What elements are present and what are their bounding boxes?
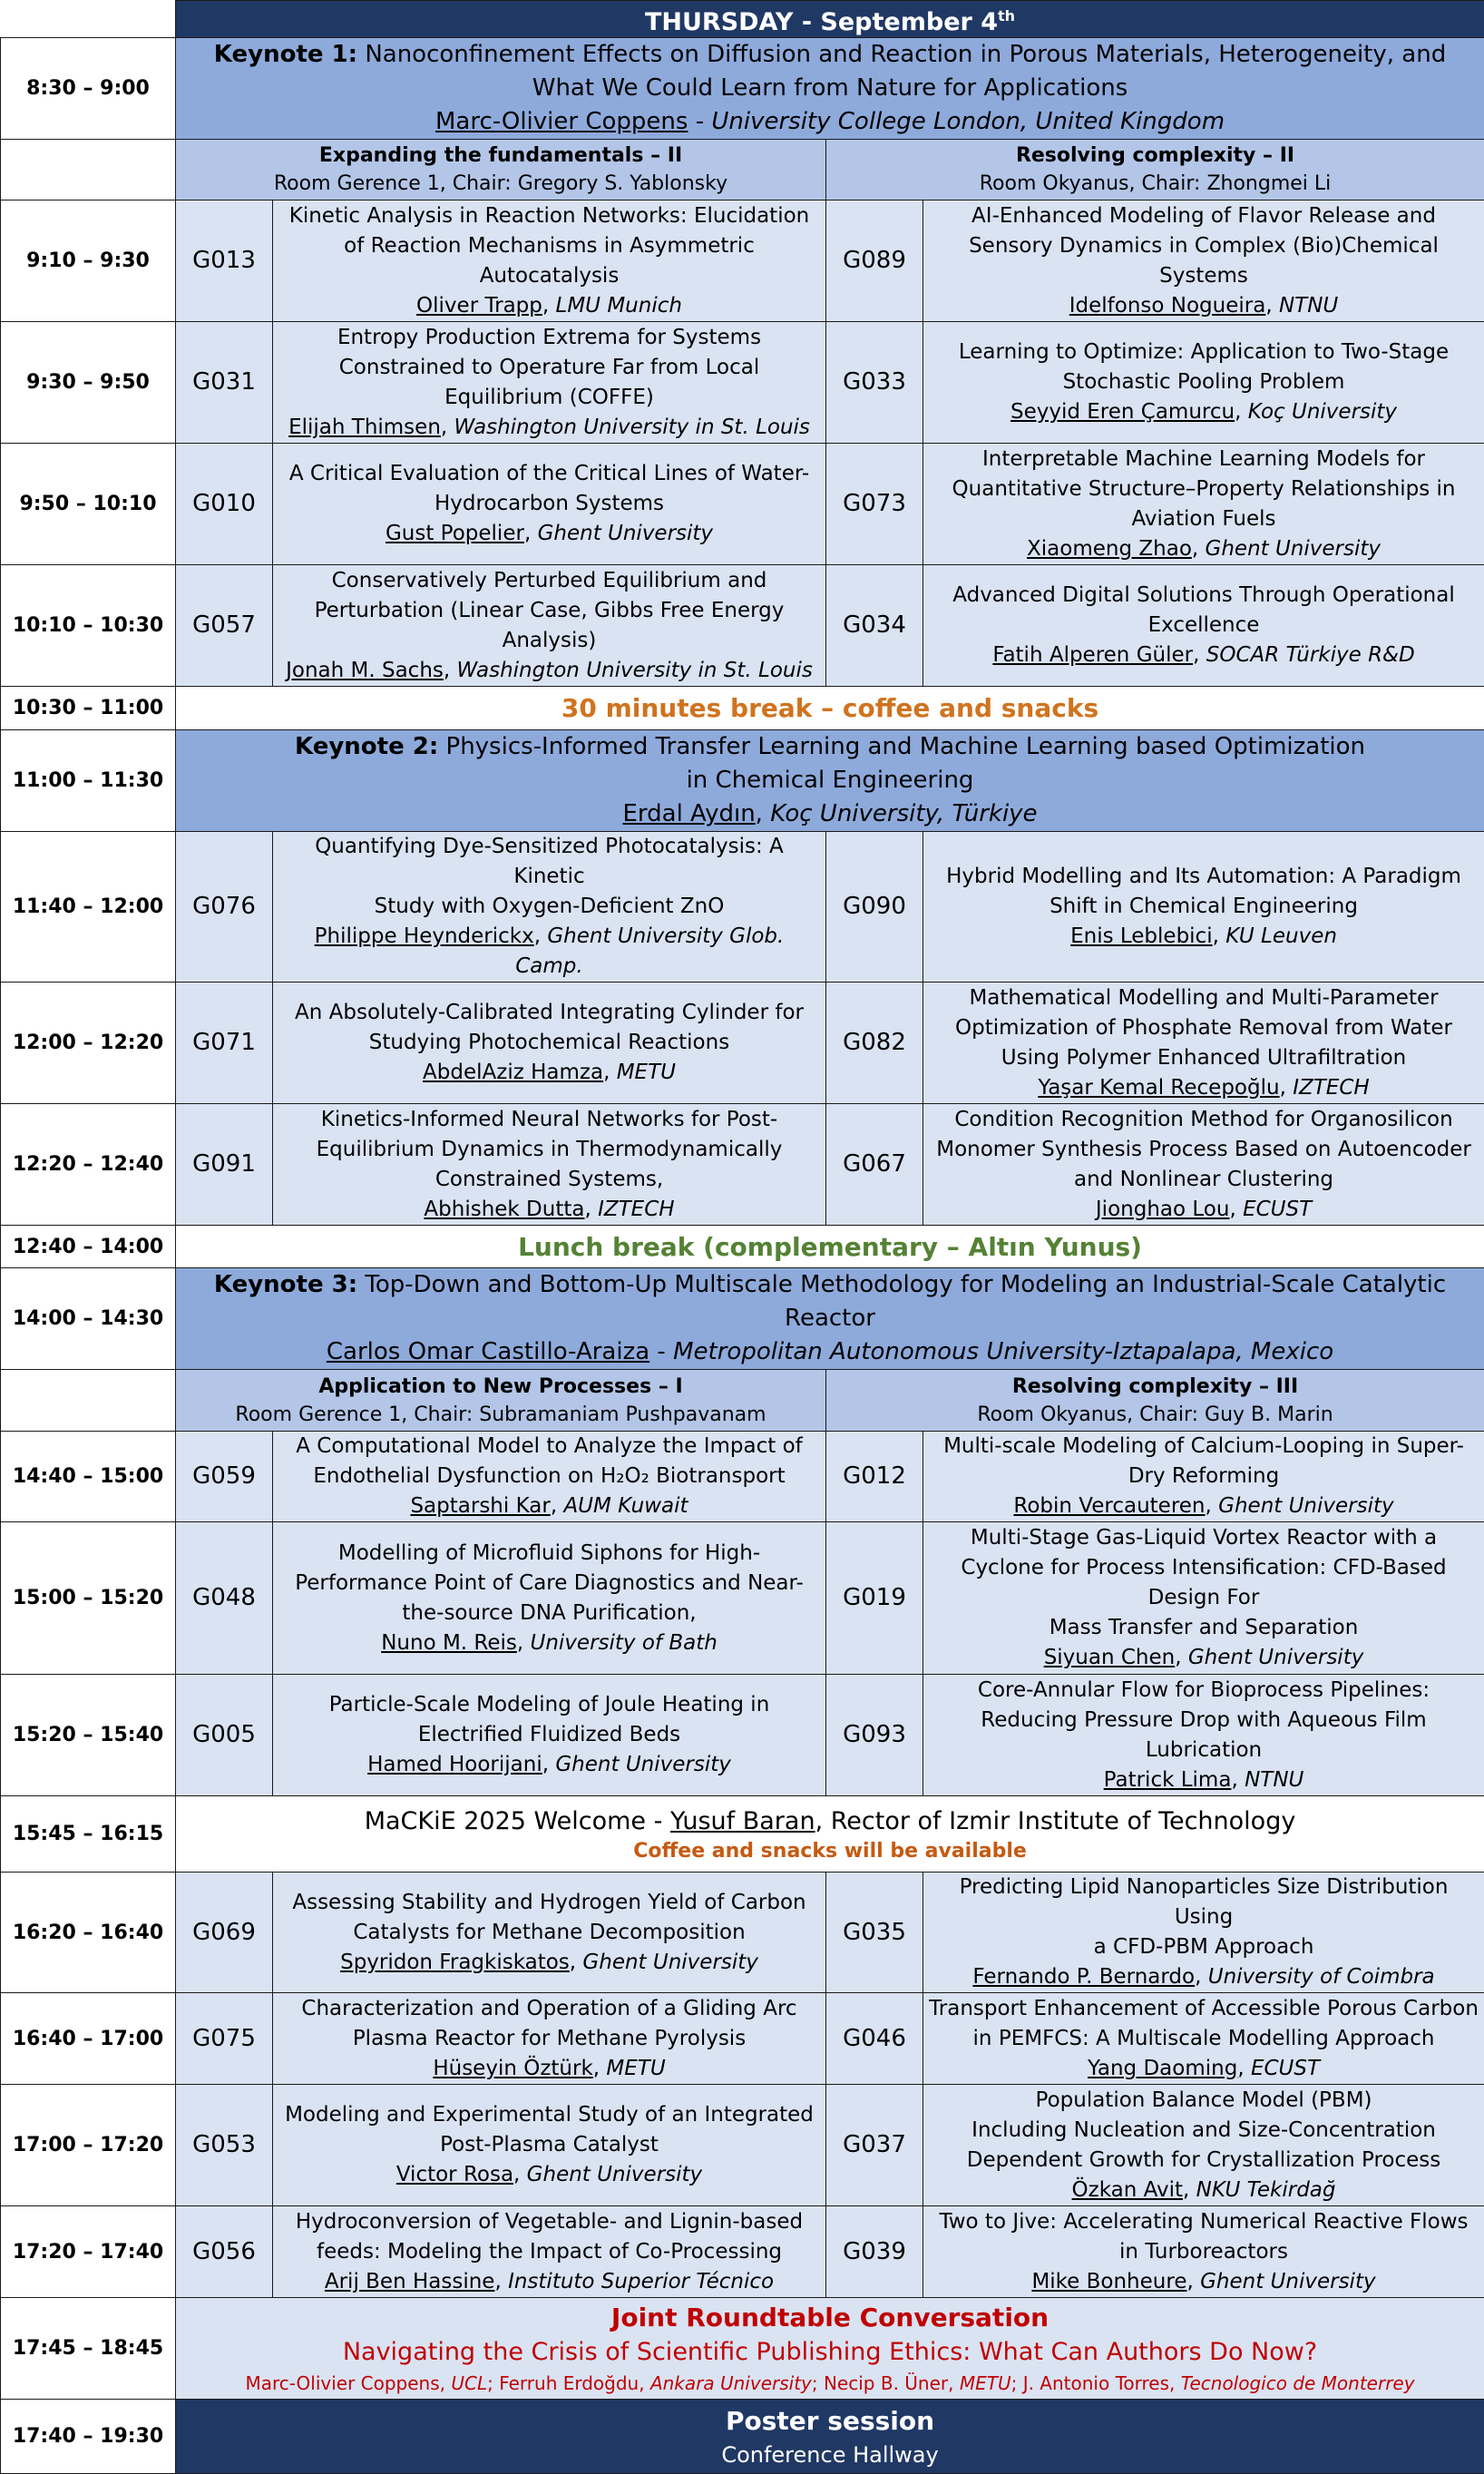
talk-affiliation: IZTECH xyxy=(1293,1076,1369,1100)
talk-speaker: Xiaomeng Zhao xyxy=(1027,537,1192,561)
talk-speaker: Enis Leblebici xyxy=(1070,924,1213,948)
session-header-right: Resolving complexity – II Room Okyanus, Chair: Zhongmei Li xyxy=(826,140,1484,200)
talk-code: G037 xyxy=(826,2085,923,2206)
time-cell: 9:50 – 10:10 xyxy=(1,444,176,565)
talk-title-line: Study with Oxygen-Deficient ZnO xyxy=(278,892,820,922)
talk-code: G031 xyxy=(176,322,273,444)
talk-speaker: Philippe Heynderickx xyxy=(315,924,534,948)
talk-title-line: Lubrication xyxy=(929,1736,1479,1765)
session-1-header-row xyxy=(1,140,1484,200)
talk-title-line: Dry Reforming xyxy=(929,1462,1479,1491)
poster-session: Poster session Conference Hallway xyxy=(176,2400,1484,2474)
talk-code: G033 xyxy=(826,322,923,444)
talk-title-line: of Reaction Mechanisms in Asymmetric xyxy=(278,231,820,261)
talk-right: Multi-scale Modeling of Calcium-Looping in Super- Dry Reforming Robin Vercauteren, Ghent University xyxy=(923,1432,1484,1522)
talk-row xyxy=(1,565,1484,687)
talk-right: Interpretable Machine Learning Models for Quantitative Structure–Property Relationships in Aviation Fuels Xiaomeng Zhao, Ghent University xyxy=(923,444,1484,565)
poster-row: 17:40 – 19:30 Poster session Conference Hallway xyxy=(1,2400,1484,2474)
talk-code: G090 xyxy=(826,832,923,983)
talk-code: G005 xyxy=(176,1675,273,1796)
talk-title-line: Advanced Digital Solutions Through Operational xyxy=(929,581,1479,611)
talk-affiliation: AUM Kuwait xyxy=(563,1494,688,1518)
talk-speaker: Seyyid Eren Çamurcu xyxy=(1010,400,1235,424)
talk-title-line: in Turboreactors xyxy=(929,2237,1479,2267)
time-cell: 12:20 – 12:40 xyxy=(1,1104,176,1226)
talk-left: Modeling and Experimental Study of an Integrated Post-Plasma Catalyst Victor Rosa, Ghent University xyxy=(273,2085,826,2206)
talk-title-line: Hybrid Modelling and Its Automation: A Paradigm xyxy=(929,862,1479,892)
talk-code: G013 xyxy=(176,200,273,322)
talk-right: Core-Annular Flow for Bioprocess Pipelines: Reducing Pressure Drop with Aqueous Film Lubrication Patrick Lima, NTNU xyxy=(923,1675,1484,1796)
talk-affiliation: University of Bath xyxy=(531,1631,718,1655)
talk-title-line: Population Balance Model (PBM) xyxy=(929,2086,1479,2116)
talk-speaker: Hamed Hoorijani xyxy=(367,1753,542,1776)
talk-title-line: Performance Point of Care Diagnostics and Near- xyxy=(278,1569,820,1599)
time-cell: 11:40 – 12:00 xyxy=(1,832,176,983)
talk-row xyxy=(1,1104,1484,1226)
talk-title-line: Optimization of Phosphate Removal from Water xyxy=(929,1013,1479,1043)
keynote-1: Keynote 1: Nanoconfinement Effects on Diffusion and Reaction in Porous Materials, Heterogeneity, and What We Could Learn from Nature for Applications Marc-Olivier Coppens - University College London, United Kingdom xyxy=(176,38,1484,140)
talk-left: Characterization and Operation of a Gliding Arc Plasma Reactor for Methane Pyrolysis Hüseyin Öztürk, METU xyxy=(273,1993,826,2085)
talk-right: Mathematical Modelling and Multi-Parameter Optimization of Phosphate Removal from Water Using Polymer Enhanced Ultrafiltration Yaşar Kemal Recepoğlu, IZTECH xyxy=(923,983,1484,1104)
talk-speaker: Abhishek Dutta xyxy=(424,1198,584,1221)
talk-right: Condition Recognition Method for Organosilicon Monomer Synthesis Process Based on Autoencoder and Nonlinear Clustering Jionghao Lou, ECUST xyxy=(923,1104,1484,1226)
lunch-row: 12:40 – 14:00 Lunch break (complementary – Altın Yunus) xyxy=(1,1226,1484,1268)
time-cell: 10:10 – 10:30 xyxy=(1,565,176,687)
talk-row xyxy=(1,200,1484,322)
talk-title-line: Kinetic Analysis in Reaction Networks: Elucidation xyxy=(278,201,820,231)
talk-affiliation: Instituto Superior Técnico xyxy=(508,2270,774,2293)
talk-code: G010 xyxy=(176,444,273,565)
talk-speaker: Siyuan Chen xyxy=(1044,1646,1176,1669)
welcome-row: 15:45 – 16:15 MaCKiE 2025 Welcome - Yusuf Baran, Rector of Izmir Institute of Technology Coffee and snacks will be available xyxy=(1,1796,1484,1873)
talk-left: Conservatively Perturbed Equilibrium and Perturbation (Linear Case, Gibbs Free Energy Analysis) Jonah M. Sachs, Washington University in St. Louis xyxy=(273,565,826,687)
talk-title-line: An Absolutely-Calibrated Integrating Cylinder for xyxy=(278,998,820,1028)
talk-title-line: Multi-Stage Gas-Liquid Vortex Reactor with a xyxy=(929,1523,1479,1553)
talk-title-line: Plasma Reactor for Methane Pyrolysis xyxy=(278,2024,820,2054)
talk-speaker: Elijah Thimsen xyxy=(288,416,441,439)
talk-left: A Critical Evaluation of the Critical Lines of Water- Hydrocarbon Systems Gust Popelier, Ghent University xyxy=(273,444,826,565)
talk-speaker: Patrick Lima xyxy=(1104,1768,1232,1792)
time-cell: 17:00 – 17:20 xyxy=(1,2085,176,2206)
talk-code: G053 xyxy=(176,2085,273,2206)
session-header-left: Application to New Processes – I Room Gerence 1, Chair: Subramaniam Pushpavanam xyxy=(176,1370,826,1432)
time-cell: 16:40 – 17:00 xyxy=(1,1993,176,2085)
talk-row xyxy=(1,2085,1484,2206)
talk-title-line: Equilibrium (COFFE) xyxy=(278,383,820,413)
talk-title-line: Cyclone for Process Intensification: CFD-Based xyxy=(929,1553,1479,1583)
talk-title-line: Stochastic Pooling Problem xyxy=(929,367,1479,397)
talk-title-line: Excellence xyxy=(929,611,1479,641)
talk-affiliation: NTNU xyxy=(1245,1768,1303,1792)
talk-title-line: Two to Jive: Accelerating Numerical Reactive Flows xyxy=(929,2207,1479,2237)
talk-affiliation: Ghent University xyxy=(555,1753,730,1776)
talk-affiliation: Ghent University xyxy=(1206,537,1381,561)
talk-affiliation: Ghent University xyxy=(538,522,713,545)
talk-title-line: Mathematical Modelling and Multi-Parameter xyxy=(929,983,1479,1013)
talk-speaker: Jionghao Lou xyxy=(1096,1198,1230,1221)
talk-left: Modelling of Microfluid Siphons for High- Performance Point of Care Diagnostics and Near- the-source DNA Purification, Nuno M. Reis, University of Bath xyxy=(273,1522,826,1675)
talk-affiliation: Washington University in St. Louis xyxy=(454,416,810,439)
talk-row xyxy=(1,832,1484,983)
time-cell: 12:00 – 12:20 xyxy=(1,983,176,1104)
talk-title-line: Interpretable Machine Learning Models for xyxy=(929,445,1479,474)
talk-title-line: in PEMFCS: A Multiscale Modelling Approach xyxy=(929,2024,1479,2054)
time-cell: 15:20 – 15:40 xyxy=(1,1675,176,1796)
talk-left: An Absolutely-Calibrated Integrating Cylinder for Studying Photochemical Reactions AbdelAziz Hamza, METU xyxy=(273,983,826,1104)
talk-title-line: Dependent Growth for Crystallization Process xyxy=(929,2146,1479,2176)
time-cell: 14:40 – 15:00 xyxy=(1,1432,176,1522)
roundtable-row: 17:45 – 18:45 Joint Roundtable Conversation Navigating the Crisis of Scientific Publishing Ethics: What Can Authors Do Now? Marc-Olivier Coppens, UCL; Ferruh Erdoğdu, Ankara University; Necip B. Üner, METU; J. Antonio Torres, Tecnologico de Monterrey xyxy=(1,2298,1484,2400)
talk-row xyxy=(1,1873,1484,1993)
talk-affiliation: Ghent University xyxy=(582,1951,757,1974)
talk-left: Kinetic Analysis in Reaction Networks: Elucidation of Reaction Mechanisms in Asymmetric Autocatalysis Oliver Trapp, LMU Munich xyxy=(273,200,826,322)
talk-title-line: Post-Plasma Catalyst xyxy=(278,2130,820,2160)
time-cell: 8:30 – 9:00 xyxy=(1,38,176,140)
talk-code: G073 xyxy=(826,444,923,565)
day-header-row xyxy=(1,1,1484,38)
talk-title-line: Design For xyxy=(929,1583,1479,1613)
talk-title-line: Kinetics-Informed Neural Networks for Post- xyxy=(278,1105,820,1135)
talk-title-line: AI-Enhanced Modeling of Flavor Release and xyxy=(929,201,1479,231)
talk-row xyxy=(1,1432,1484,1522)
talk-code: G075 xyxy=(176,1993,273,2085)
talk-affiliation: ECUST xyxy=(1251,2057,1320,2080)
talk-title-line: Predicting Lipid Nanoparticles Size Distribution Using xyxy=(929,1873,1479,1932)
talk-title-line: Hydroconversion of Vegetable- and Lignin-based xyxy=(278,2207,820,2237)
talk-right: Population Balance Model (PBM) Including Nucleation and Size-Concentration Dependent Growth for Crystallization Process Özkan Avit, NKU Tekirdağ xyxy=(923,2085,1484,2206)
talk-row xyxy=(1,1675,1484,1796)
talk-title-line: Entropy Production Extrema for Systems xyxy=(278,323,820,353)
talk-title-line: Conservatively Perturbed Equilibrium and xyxy=(278,566,820,596)
talk-right: Learning to Optimize: Application to Two-Stage Stochastic Pooling Problem Seyyid Eren Çamurcu, Koç University xyxy=(923,322,1484,444)
talk-affiliation: University of Coimbra xyxy=(1208,1965,1435,1989)
talk-title-line: Studying Photochemical Reactions xyxy=(278,1028,820,1058)
time-cell: 9:10 – 9:30 xyxy=(1,200,176,322)
talk-speaker: Nuno M. Reis xyxy=(381,1631,517,1655)
talk-title-line: A Critical Evaluation of the Critical Lines of Water- xyxy=(278,459,820,489)
talk-speaker: Victor Rosa xyxy=(396,2163,513,2186)
talk-title-line: feeds: Modeling the Impact of Co-Processing xyxy=(278,2237,820,2267)
talk-title-line: Learning to Optimize: Application to Two-Stage xyxy=(929,337,1479,367)
talk-code: G056 xyxy=(176,2206,273,2298)
keynote-2-row: 11:00 – 11:30 Keynote 2: Physics-Informed Transfer Learning and Machine Learning based Optimization in Chemical Engineering Erdal Aydın, Koç University, Türkiye xyxy=(1,730,1484,832)
talk-affiliation: METU xyxy=(617,1061,676,1084)
talk-title-line: Autocatalysis xyxy=(278,261,820,291)
talk-speaker: Saptarshi Kar xyxy=(410,1494,550,1518)
talk-affiliation: IZTECH xyxy=(598,1198,674,1221)
talk-speaker: Jonah M. Sachs xyxy=(286,659,444,682)
talk-speaker: Idelfonso Nogueira xyxy=(1069,294,1266,318)
welcome-session: MaCKiE 2025 Welcome - Yusuf Baran, Rector of Izmir Institute of Technology Coffee and snacks will be available xyxy=(176,1796,1484,1873)
talk-code: G069 xyxy=(176,1873,273,1993)
talk-title-line: Quantifying Dye-Sensitized Photocatalysis: A Kinetic xyxy=(278,832,820,892)
talk-code: G035 xyxy=(826,1873,923,1993)
talk-title-line: Endothelial Dysfunction on H₂O₂ Biotransport xyxy=(278,1462,820,1491)
talk-title-line: Catalysts for Methane Decomposition xyxy=(278,1918,820,1948)
talk-code: G091 xyxy=(176,1104,273,1226)
talk-title-line: and Nonlinear Clustering xyxy=(929,1165,1479,1195)
talk-speaker: Fernando P. Bernardo xyxy=(972,1965,1195,1989)
talk-title-line: Quantitative Structure–Property Relationships in xyxy=(929,474,1479,504)
talk-right: Multi-Stage Gas-Liquid Vortex Reactor with a Cyclone for Process Intensification: CFD-Based Design For Mass Transfer and Separation Siyuan Chen, Ghent University xyxy=(923,1522,1484,1675)
roundtable: Joint Roundtable Conversation Navigating the Crisis of Scientific Publishing Ethics: What Can Authors Do Now? Marc-Olivier Coppens, UCL; Ferruh Erdoğdu, Ankara University; Necip B. Üner, METU; J. Antonio Torres, Tecnologico de Monterrey xyxy=(176,2298,1484,2400)
talk-speaker: Oliver Trapp xyxy=(416,294,542,318)
talk-code: G071 xyxy=(176,983,273,1104)
talk-affiliation: METU xyxy=(606,2057,665,2080)
talk-left: Particle-Scale Modeling of Joule Heating in Electrified Fluidized Beds Hamed Hoorijani, Ghent University xyxy=(273,1675,826,1796)
talk-title-line: Constrained to Operature Far from Local xyxy=(278,353,820,383)
talk-affiliation: Ghent University Glob. Camp. xyxy=(515,924,784,978)
keynote-1-row xyxy=(1,38,1484,140)
talk-affiliation: Ghent University xyxy=(1188,1646,1363,1669)
talk-title-line: a CFD-PBM Approach xyxy=(929,1932,1479,1962)
talk-speaker: Özkan Avit xyxy=(1072,2178,1183,2202)
time-cell: 16:20 – 16:40 xyxy=(1,1873,176,1993)
talk-title-line: Analysis) xyxy=(278,626,820,656)
talk-title-line: Shift in Chemical Engineering xyxy=(929,892,1479,922)
session-header-right: Resolving complexity – III Room Okyanus, Chair: Guy B. Marin xyxy=(826,1370,1484,1432)
talk-title-line: Perturbation (Linear Case, Gibbs Free Energy xyxy=(278,596,820,626)
talk-speaker: Yaşar Kemal Recepoğlu xyxy=(1038,1076,1279,1100)
talk-title-line: Monomer Synthesis Process Based on Autoencoder xyxy=(929,1135,1479,1165)
talk-speaker: Robin Vercauteren xyxy=(1013,1494,1205,1518)
keynote-3: Keynote 3: Top-Down and Bottom-Up Multiscale Methodology for Modeling an Industrial-Scale Catalytic Reactor Carlos Omar Castillo-Araiza - Metropolitan Autonomous University-Iztapalapa, Mexico xyxy=(176,1268,1484,1370)
talk-title-line: Hydrocarbon Systems xyxy=(278,489,820,519)
time-cell: 9:30 – 9:50 xyxy=(1,322,176,444)
talk-affiliation: Koç University xyxy=(1248,400,1397,424)
talk-right: Hybrid Modelling and Its Automation: A Paradigm Shift in Chemical Engineering Enis Leblebici, KU Leuven xyxy=(923,832,1484,983)
talk-code: G089 xyxy=(826,200,923,322)
talk-speaker: Hüseyin Öztürk xyxy=(433,2057,592,2080)
talk-title-line: Assessing Stability and Hydrogen Yield of Carbon xyxy=(278,1888,820,1918)
talk-affiliation: SOCAR Türkiye R&D xyxy=(1206,643,1415,667)
talk-left: A Computational Model to Analyze the Impact of Endothelial Dysfunction on H₂O₂ Biotransport Saptarshi Kar, AUM Kuwait xyxy=(273,1432,826,1522)
talk-title-line: Including Nucleation and Size-Concentration xyxy=(929,2116,1479,2146)
talk-title-line: Using Polymer Enhanced Ultrafiltration xyxy=(929,1043,1479,1073)
talk-affiliation: NTNU xyxy=(1279,294,1338,318)
talk-code: G082 xyxy=(826,983,923,1104)
talk-title-line: Condition Recognition Method for Organosilicon xyxy=(929,1105,1479,1135)
talk-row xyxy=(1,2206,1484,2298)
talk-affiliation: Ghent University xyxy=(1200,2270,1375,2293)
time-cell: 15:00 – 15:20 xyxy=(1,1522,176,1675)
talk-row xyxy=(1,983,1484,1104)
talk-left: Assessing Stability and Hydrogen Yield of Carbon Catalysts for Methane Decomposition Spyridon Fragkiskatos, Ghent University xyxy=(273,1873,826,1993)
talk-affiliation: Ghent University xyxy=(1218,1494,1393,1518)
talk-code: G048 xyxy=(176,1522,273,1675)
talk-title-line: Multi-scale Modeling of Calcium-Looping in Super- xyxy=(929,1432,1479,1462)
talk-title-line: Core-Annular Flow for Bioprocess Pipelines: xyxy=(929,1676,1479,1706)
talk-title-line: Reducing Pressure Drop with Aqueous Film xyxy=(929,1706,1479,1736)
talk-title-line: Electrified Fluidized Beds xyxy=(278,1720,820,1750)
talk-code: G012 xyxy=(826,1432,923,1522)
talk-code: G067 xyxy=(826,1104,923,1226)
talk-speaker: Gust Popelier xyxy=(386,522,524,545)
talk-code: G046 xyxy=(826,1993,923,2085)
talk-affiliation: NKU Tekirdağ xyxy=(1196,2178,1336,2202)
talk-speaker: Arij Ben Hassine xyxy=(325,2270,495,2293)
talk-title-line: Transport Enhancement of Accessible Porous Carbon xyxy=(929,1994,1479,2024)
talk-title-line: Sensory Dynamics in Complex (Bio)Chemical Systems xyxy=(929,231,1479,291)
talk-affiliation: Washington University in St. Louis xyxy=(457,659,813,682)
talk-affiliation: ECUST xyxy=(1243,1198,1312,1221)
talk-title-line: A Computational Model to Analyze the Impact of xyxy=(278,1432,820,1462)
talk-speaker: AbdelAziz Hamza xyxy=(423,1061,603,1084)
talk-row xyxy=(1,1993,1484,2085)
session-2-header-row xyxy=(1,1370,1484,1432)
lunch-break: Lunch break (complementary – Altın Yunus) xyxy=(176,1226,1484,1268)
talk-left: Kinetics-Informed Neural Networks for Post- Equilibrium Dynamics in Thermodynamically Constrained Systems, Abhishek Dutta, IZTECH xyxy=(273,1104,826,1226)
talk-affiliation: KU Leuven xyxy=(1225,924,1337,948)
talk-title-line: Particle-Scale Modeling of Joule Heating in xyxy=(278,1690,820,1720)
talk-code: G057 xyxy=(176,565,273,687)
talk-code: G019 xyxy=(826,1522,923,1675)
talk-right: AI-Enhanced Modeling of Flavor Release and Sensory Dynamics in Complex (Bio)Chemical Systems Idelfonso Nogueira, NTNU xyxy=(923,200,1484,322)
talk-speaker: Yang Daoming xyxy=(1088,2057,1237,2080)
talk-right: Predicting Lipid Nanoparticles Size Distribution Using a CFD-PBM Approach Fernando P. Bernardo, University of Coimbra xyxy=(923,1873,1484,1993)
talk-code: G093 xyxy=(826,1675,923,1796)
talk-title-line: Constrained Systems, xyxy=(278,1165,820,1195)
talk-code: G076 xyxy=(176,832,273,983)
talk-speaker: Spyridon Fragkiskatos xyxy=(340,1951,570,1974)
talk-title-line: Mass Transfer and Separation xyxy=(929,1613,1479,1643)
day-header: THURSDAY - September 4th xyxy=(176,1,1484,38)
talk-title-line: Modelling of Microfluid Siphons for High- xyxy=(278,1539,820,1569)
talk-right: Transport Enhancement of Accessible Porous Carbon in PEMFCS: A Multiscale Modelling Approach Yang Daoming, ECUST xyxy=(923,1993,1484,2085)
talk-left: Quantifying Dye-Sensitized Photocatalysis: A Kinetic Study with Oxygen-Deficient ZnO Philippe Heynderickx, Ghent University Glob. Camp. xyxy=(273,832,826,983)
coffee-break: 30 minutes break – coffee and snacks xyxy=(176,687,1484,730)
talk-speaker: Fatih Alperen Güler xyxy=(992,643,1193,667)
time-cell: 17:20 – 17:40 xyxy=(1,2206,176,2298)
talk-code: G034 xyxy=(826,565,923,687)
talk-title-line: Modeling and Experimental Study of an Integrated xyxy=(278,2100,820,2130)
talk-title-line: Aviation Fuels xyxy=(929,504,1479,534)
talk-affiliation: Ghent University xyxy=(527,2163,702,2186)
talk-row xyxy=(1,322,1484,444)
talk-title-line: the-source DNA Purification, xyxy=(278,1599,820,1628)
talk-code: G039 xyxy=(826,2206,923,2298)
talk-title-line: Equilibrium Dynamics in Thermodynamically xyxy=(278,1135,820,1165)
keynote-3-row: 14:00 – 14:30 Keynote 3: Top-Down and Bottom-Up Multiscale Methodology for Modeling an Industrial-Scale Catalytic Reactor Carlos Omar Castillo-Araiza - Metropolitan Autonomous University-Iztapalapa, Mexico xyxy=(1,1268,1484,1370)
talk-left: Hydroconversion of Vegetable- and Lignin-based feeds: Modeling the Impact of Co-Processing Arij Ben Hassine, Instituto Superior Técnico xyxy=(273,2206,826,2298)
talk-left: Entropy Production Extrema for Systems Constrained to Operature Far from Local Equilibrium (COFFE) Elijah Thimsen, Washington University in St. Louis xyxy=(273,322,826,444)
break-row: 10:30 – 11:00 30 minutes break – coffee and snacks xyxy=(1,687,1484,730)
talk-row xyxy=(1,1522,1484,1675)
talk-right: Two to Jive: Accelerating Numerical Reactive Flows in Turboreactors Mike Bonheure, Ghent University xyxy=(923,2206,1484,2298)
talk-affiliation: LMU Munich xyxy=(556,294,682,318)
talk-title-line: Characterization and Operation of a Gliding Arc xyxy=(278,1994,820,2024)
talk-row xyxy=(1,444,1484,565)
session-header-left: Expanding the fundamentals – II Room Gerence 1, Chair: Gregory S. Yablonsky xyxy=(176,140,826,200)
keynote-2: Keynote 2: Physics-Informed Transfer Learning and Machine Learning based Optimization in Chemical Engineering Erdal Aydın, Koç University, Türkiye xyxy=(176,730,1484,832)
talk-right: Advanced Digital Solutions Through Operational Excellence Fatih Alperen Güler, SOCAR Türkiye R&D xyxy=(923,565,1484,687)
talk-code: G059 xyxy=(176,1432,273,1522)
talk-speaker: Mike Bonheure xyxy=(1031,2270,1186,2293)
